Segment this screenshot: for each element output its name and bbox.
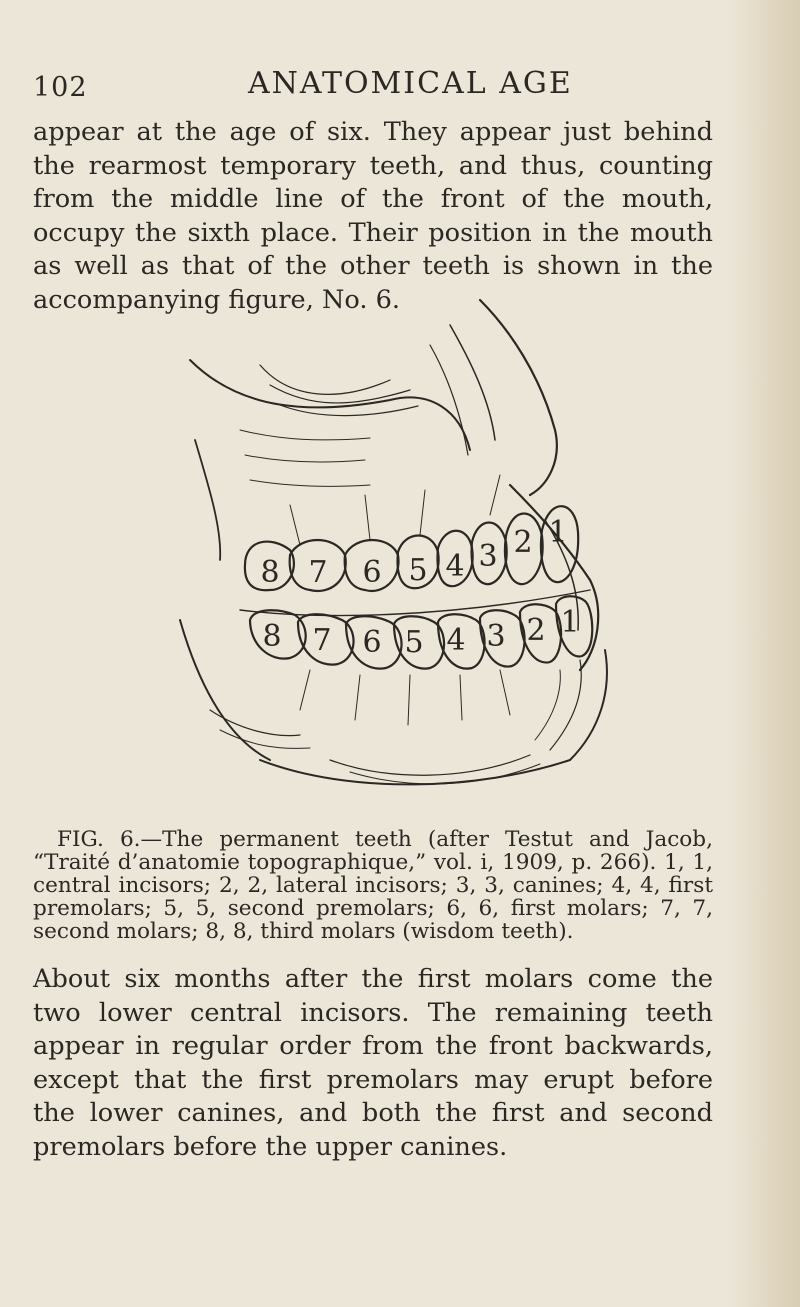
upper-label-2: 2 bbox=[513, 525, 533, 560]
upper-label-8: 8 bbox=[260, 555, 280, 590]
upper-label-7: 7 bbox=[308, 555, 328, 590]
dental-illustration bbox=[150, 290, 690, 815]
lower-label-5: 5 bbox=[404, 625, 424, 660]
paragraph-1: appear at the age of six. They appear just behind the rearmost temporary teeth, and thus, counting from the middle line of the front of the mouth, occupy the sixth place. Their position in the mouth as well as that of the other teeth is shown in the accompanying figure, No. 6. bbox=[33, 117, 713, 315]
upper-label-6: 6 bbox=[362, 555, 382, 590]
lower-label-7: 7 bbox=[312, 623, 332, 658]
page-number: 102 bbox=[33, 72, 88, 103]
figure-caption-text: FIG. 6.—The permanent teeth (after Testut and Jacob, “Traité d’anatomie topographique,” vol. i, 1909, p. 266). 1, 1, central incisors; 2, 2, lateral incisors; 3, 3, canines; 4, 4, first premolars; 5, 5, second premolars; 6, 6, first molars; 7, 7, second molars; 8, 8, third molars (wisdom teeth). bbox=[33, 827, 713, 944]
page-header bbox=[33, 66, 700, 106]
running-head: ANATOMICAL AGE bbox=[248, 66, 573, 101]
lower-label-2: 2 bbox=[526, 613, 546, 648]
lower-label-1: 1 bbox=[560, 605, 580, 640]
dental-figure bbox=[150, 290, 690, 815]
upper-label-1: 1 bbox=[548, 515, 568, 550]
upper-label-5: 5 bbox=[408, 553, 428, 588]
lower-label-4: 4 bbox=[446, 623, 466, 658]
paragraph-2: About six months after the first molars come the two lower central incisors. The remaining teeth appear in regular order from the front backwards, except that the first premolars may erupt before the lower canines, and both the first and second premolars before the upper canines. bbox=[33, 964, 713, 1162]
upper-label-4: 4 bbox=[445, 549, 465, 584]
page-edge-shadow bbox=[730, 0, 800, 1307]
upper-label-3: 3 bbox=[478, 539, 498, 574]
lower-label-8: 8 bbox=[262, 619, 282, 654]
figure-caption bbox=[33, 828, 713, 943]
lower-label-6: 6 bbox=[362, 625, 382, 660]
lower-label-3: 3 bbox=[486, 619, 506, 654]
